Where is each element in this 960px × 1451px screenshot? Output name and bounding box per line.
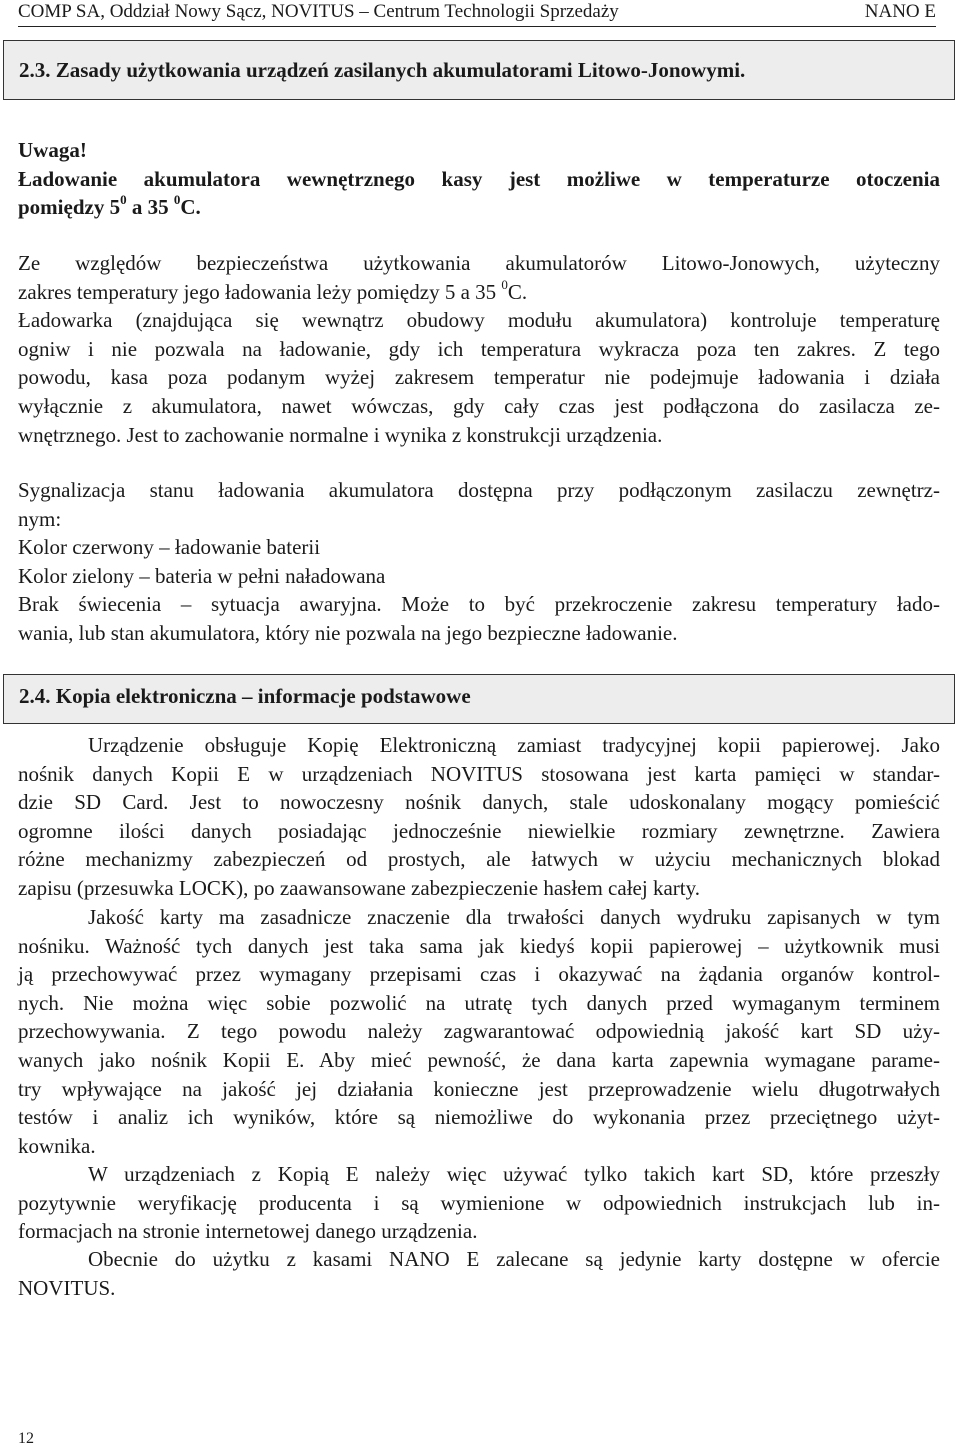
paragraph-line: wnętrznego. Jest to zachowanie normalne i wynika z konstrukcji urządzenia. <box>18 422 663 447</box>
paragraph-line: wanych jako nośnik Kopii E. Aby mieć pewność, że dana karta zapewnia wymagane parame- <box>18 1047 940 1072</box>
warning-block <box>18 136 940 222</box>
paragraph-line: testów i analiz ich wyników, które są niemożliwe do wykonania przez przeciętnego użyt- <box>18 1105 940 1130</box>
section-2-3-heading: 2.3. Zasady użytkowania urządzeń zasilanych akumulatorami Litowo-Jonowymi. <box>3 40 955 100</box>
paragraph-line: powodu, kasa poza podanym wyżej zakresem temperatur nie podejmuje ładowania i działa <box>18 365 940 390</box>
header-company: COMP SA, Oddział Nowy Sącz, NOVITUS – Centrum Technologii Sprzedaży <box>18 1 619 22</box>
warning-line-1: Ładowanie akumulatora wewnętrznego kasy jest możliwe w temperaturze otoczenia <box>18 166 940 191</box>
paragraph-line: Ładowarka (znajdująca się wewnątrz obudowy modułu akumulatora) kontroluje temperaturę <box>18 308 940 333</box>
paragraph-line: kownika. <box>18 1133 96 1158</box>
paragraph-line: Kolor zielony – bateria w pełni naładowana <box>18 563 386 588</box>
paragraph-line: nośniku. Ważność tych danych jest taka sama jak kiedyś kopii papierowej – użytkownik musi <box>18 933 940 958</box>
ecopy-paragraph-2 <box>18 903 940 1160</box>
paragraph-line: różne mechanizmy zabezpieczeń od prostych, ale łatwych w użyciu mechanicznych blokad <box>18 847 940 872</box>
paragraph-line: ją przechowywać przez wymagany przepisami czas i okazywać na żądania organów kontrol- <box>18 962 940 987</box>
paragraph-line: dzie SD Card. Jest to nowoczesny nośnik danych, stale udoskonalany mogący pomieścić <box>18 790 940 815</box>
paragraph-line: nych. Nie można więc sobie pozwolić na utratę tych danych przed wymaganym terminem <box>18 990 940 1015</box>
ecopy-paragraph-1 <box>18 731 940 903</box>
paragraph-line: wania, lub stan akumulatora, który nie pozwala na jego bezpieczne ładowanie. <box>18 620 678 645</box>
signaling-paragraph <box>18 476 940 648</box>
paragraph-line: pozytywnie weryfikację producenta i są wymienione w odpowiednich instrukcjach lub in- <box>18 1190 940 1215</box>
paragraph-line: NOVITUS. <box>18 1275 116 1300</box>
paragraph-line: wyłącznie z akumulatora, nawet wówczas, gdy cały czas jest podłączona do zasilacza ze- <box>18 393 940 418</box>
ecopy-paragraph-4 <box>18 1245 940 1302</box>
paragraph-line: ogniw i nie pozwala na ładowanie, gdy ich temperatura wykracza poza ten zakres. Z tego <box>18 336 940 361</box>
paragraph-line: ogromne ilości danych posiadając jednocześnie niewielkie rozmiary zewnętrzne. Zawiera <box>18 818 940 843</box>
warning-title: Uwaga! <box>18 138 87 162</box>
section-2-4-heading: 2.4. Kopia elektroniczna – informacje podstawowe <box>3 674 955 724</box>
paragraph-line: nośnik danych Kopii E w urządzeniach NOVITUS stosowana jest karta pamięci w standar- <box>18 761 940 786</box>
paragraph-line: zakres temperatury jego ładowania leży pomiędzy 5 a 35 $^0$C. <box>18 276 528 304</box>
paragraph-line: try wpływające na jakość jej działania konieczne jest przeprowadzenie wielu długotrwałych <box>18 1076 940 1101</box>
header-product: NANO E <box>864 1 936 22</box>
page-number: 12 <box>18 1430 34 1447</box>
paragraph-line: Brak świecenia – sytuacja awaryjna. Może to być przekroczenie zakresu temperatury łado- <box>18 592 940 617</box>
paragraph-line: Urządzenie obsługuje Kopię Elektroniczną zamiast tradycyjnej kopii papierowej. Jako <box>88 733 940 757</box>
paragraph-line: Kolor czerwony – ładowanie baterii <box>18 535 321 560</box>
page-header <box>18 0 936 27</box>
paragraph-line: formacjach na stronie internetowej danego urządzenia. <box>18 1219 478 1244</box>
paragraph-line: zapisu (przesuwka LOCK), po zaawansowane zabezpieczenie hasłem całej karty. <box>18 875 700 900</box>
paragraph-line: Jakość karty ma zasadnicze znaczenie dla trwałości danych wydruku zapisanych w tym <box>88 905 940 929</box>
paragraph-line: Obecnie do użytku z kasami NANO E zalecane są jedynie karty dostępne w ofercie <box>88 1247 940 1271</box>
battery-paragraph <box>18 249 940 449</box>
paragraph-line: nym: <box>18 506 62 531</box>
paragraph-line: przechowywania. Z tego powodu należy zagwarantować odpowiednią jakość kart SD uży- <box>18 1019 940 1044</box>
paragraph-line: Ze względów bezpieczeństwa użytkowania akumulatorów Litowo-Jonowych, użyteczny <box>18 251 940 275</box>
paragraph-line: W urządzeniach z Kopią E należy więc używać tylko takich kart SD, które przeszły <box>88 1162 940 1186</box>
ecopy-paragraph-3 <box>18 1160 940 1246</box>
warning-line-2: pomiędzy $5^0$ a 35 $^0$C. <box>18 192 201 220</box>
paragraph-line: Sygnalizacja stanu ładowania akumulatora dostępna przy podłączonym zasilaczu zewnętrz- <box>18 478 940 502</box>
